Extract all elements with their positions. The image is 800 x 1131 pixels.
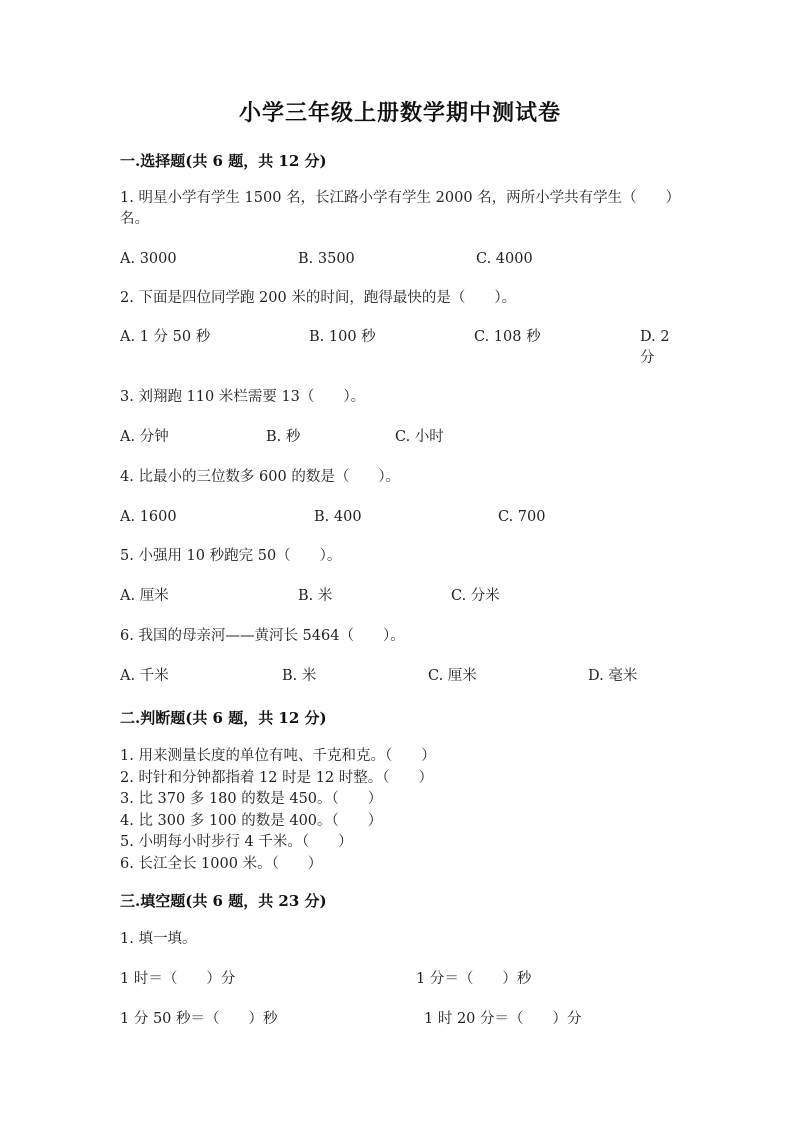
question-6-option-c: C. 厘米 <box>428 668 477 684</box>
question-6-option-a: A. 千米 <box>120 668 169 684</box>
question-3-option-b: B. 秒 <box>266 429 301 445</box>
question-2-option-a: A. 1 分 50 秒 <box>120 329 211 345</box>
fill-blank: 1 时＝（ ）分 <box>120 971 236 987</box>
true-false-item: 2. 时针和分钟都指着 12 时是 12 时整。（ ） <box>120 769 434 786</box>
question-2-option-b: B. 100 秒 <box>309 329 376 345</box>
true-false-item: 5. 小明每小时步行 4 千米。（ ） <box>120 834 353 850</box>
true-false-item: 6. 长江全长 1000 米。（ ） <box>120 855 323 872</box>
question-4-option-c: C. 700 <box>498 509 546 525</box>
section-heading-fill-in: 三.填空题(共 6 题，共 23 分) <box>120 892 327 910</box>
question-1-option-b: B. 3500 <box>298 251 355 267</box>
question-1-option-c: C. 4000 <box>476 251 533 267</box>
question-6-option-b: B. 米 <box>282 668 317 684</box>
question-6-option-d: D. 毫米 <box>588 668 638 684</box>
question-2-option-c: C. 108 秒 <box>474 329 541 345</box>
question-4-option-a: A. 1600 <box>120 509 177 525</box>
true-false-item: 4. 比 300 多 100 的数是 400。（ ） <box>120 812 383 829</box>
question-2-option-d: D. 2 分 <box>640 329 670 366</box>
question-4-option-b: B. 400 <box>314 509 362 525</box>
question-1-option-a: A. 3000 <box>120 251 177 267</box>
question-2: 2. 下面是四位同学跑 200 米的时间，跑得最快的是（ ）。 <box>120 290 517 306</box>
exam-title: 小学三年级上册数学期中测试卷 <box>238 100 561 126</box>
section-heading-multiple-choice: 一.选择题(共 6 题，共 12 分) <box>120 152 327 170</box>
true-false-item: 3. 比 370 多 180 的数是 450。（ ） <box>120 791 383 807</box>
question-4: 4. 比最小的三位数多 600 的数是（ ）。 <box>120 469 401 485</box>
fill-blank: 1 时 20 分＝（ ）分 <box>424 1011 582 1027</box>
question-3-option-c: C. 小时 <box>395 429 444 445</box>
fill-question-1: 1. 填一填。 <box>120 931 197 947</box>
section-heading-true-false: 二.判断题(共 6 题，共 12 分) <box>120 709 327 727</box>
question-6: 6. 我国的母亲河——黄河长 5464（ ）。 <box>120 628 405 644</box>
true-false-list <box>120 746 436 875</box>
fill-blank: 1 分＝（ ）秒 <box>416 971 532 987</box>
question-5-option-b: B. 米 <box>298 588 333 604</box>
question-1: 1. 明星小学有学生 1500 名，长江路小学有学生 2000 名，两所小学共有学生（ ）名。 <box>120 190 673 227</box>
question-3: 3. 刘翔跑 110 米栏需要 13（ ）。 <box>120 389 366 405</box>
question-5-option-c: C. 分米 <box>451 588 500 604</box>
question-5: 5. 小强用 10 秒跑完 50（ ）。 <box>120 548 342 564</box>
fill-blank: 1 分 50 秒＝（ ）秒 <box>120 1011 278 1027</box>
true-false-item: 1. 用来测量长度的单位有吨、千克和克。（ ） <box>120 748 436 764</box>
question-5-option-a: A. 厘米 <box>120 588 169 604</box>
question-3-option-a: A. 分钟 <box>120 429 169 445</box>
